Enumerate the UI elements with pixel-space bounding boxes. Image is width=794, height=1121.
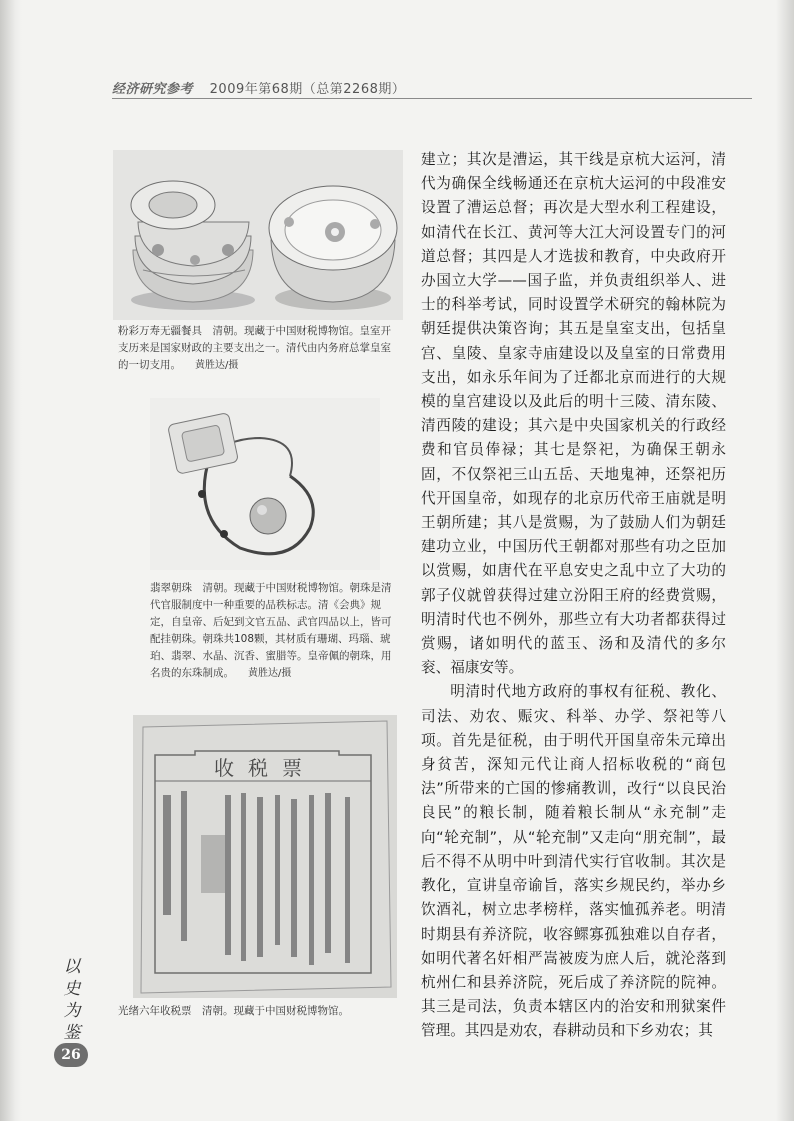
slogan-char: 以 [63, 957, 81, 977]
receipt-title: 收税票 [214, 756, 316, 780]
bowls-photo [113, 150, 403, 320]
body-paragraph: 建立；其次是漕运，其干线是京杭大运河，清代为确保全线畅通还在京杭大运河的中段准安设置了漕运总督；再次是大型水利工程建设，如清代在长江、黄河等大江大河设置专门的河道总督；其四是人才选拔和教育，中央政府开办国立大学——国子监，并负责组织举人、进士的科举考试，同时设置学术研究的翰林院为朝廷提供决策咨询；其五是皇室支出，包括皇宫、皇陵、皇家寺庙建设以及皇室的日常费用支出，如永乐年间为了迁都北京而进行的大规模的皇宫建设以及此后的明十三陵、清东陵、清西陵的建设；其六是中央国家机关的行政经费和官员俸禄；其七是祭祀，为确保王朝永固，不仅祭祀三山五岳、天地鬼神，还祭祀历代开国皇帝，如现存的北京历代帝王庙就是明王朝所建；其八是赏赐，为了鼓励人们为朝廷建功立业，中国历代王朝都对那些有功之臣加以赏赐，如唐代在平息安史之乱中立了大功的郭子仪就曾获得过建立汾阳王府的经费赏赐，明清时代也不例外，那些立有大功者都获得过赏赐，诸如明代的蓝玉、汤和及清代的多尔衮、福康安等。 [421, 151, 726, 677]
header-rule [112, 98, 752, 99]
side-slogan [60, 956, 84, 1044]
bowls-credit: 黄胜达/摄 [195, 360, 239, 371]
slogan-char: 鉴 [63, 1023, 81, 1043]
receipt-caption: 光绪六年收税票 清朝。现藏于中国财税博物馆。 [118, 1005, 349, 1017]
journal-name: 经济研究参考 [112, 82, 194, 97]
bowls-caption [118, 323, 398, 374]
beads-caption-text: 翡翠朝珠 清朝。现藏于中国财税博物馆。朝珠是清代官服制度中一种重要的品秩标志。清《会典》规定，自皇帝、后妃到文官五品、武官四品以上，皆可配挂朝珠。朝珠共108颗，其材质有珊瑚、玛瑙、琥珀、翡翠、水晶、沉香、蜜腊等。皇帝佩的朝珠，用名贵的东珠制成。 [150, 582, 392, 679]
beads-credit: 黄胜达/摄 [248, 668, 292, 679]
slogan-char: 为 [63, 1001, 81, 1021]
page-edge-shadow [776, 0, 794, 1121]
slogan-char: 史 [63, 979, 81, 999]
receipt-photo [133, 715, 397, 998]
binding-shadow [0, 0, 22, 1121]
body-paragraph: 明清时代地方政府的事权有征税、教化、司法、劝农、赈灾、科举、办学、祭祀等八项。首先是征税，由于明代开国皇帝朱元璋出身贫苦，深知元代让商人招标收税的“商包法”所带来的亡国的惨痛教训，改行“以良民治良民”的粮长制，随着粮长制从“永充制”走向“轮充制”，从“轮充制”又走向“朋充制”，最后不得不从明中叶到清代实行官收制。其次是教化，宣讲皇帝谕旨，落实乡规民约，举办乡饮酒礼，树立忠孝榜样，落实恤孤养老。明清时期县有养济院，收容鳏寡孤独难以自存者，如明代著名奸相严嵩被废为庶人后，就沦落到杭州仁和县养济院，死后成了养济院的院神。其三是司法，负责本辖区内的治安和刑狱案件管理。其四是劝农，春耕动员和下乡劝农；其 [421, 683, 726, 1040]
beads-caption [150, 580, 394, 682]
bowls-caption-text: 粉彩万寿无疆餐具 清朝。现藏于中国财税博物馆。皇室开支历来是国家财政的主要支出之一。清代由内务府总掌皇室的一切支用。 [118, 325, 391, 371]
beads-photo [150, 398, 380, 570]
article-body [421, 148, 726, 1044]
running-header [112, 78, 752, 98]
page-number: 26 [54, 1043, 88, 1067]
issue-info: 2009年第68期（总第2268期） [209, 82, 406, 97]
